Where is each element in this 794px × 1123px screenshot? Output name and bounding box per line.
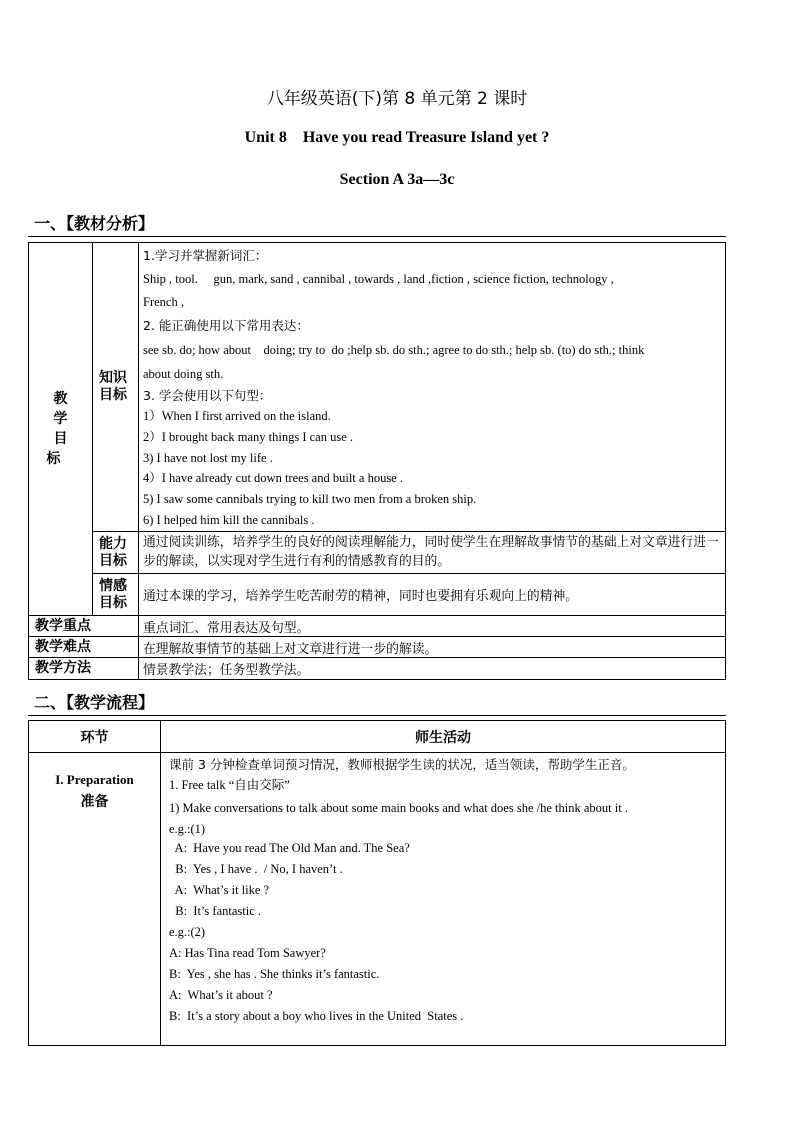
knowledge-line: 5) I saw some cannibals trying to kill two men from a broken ship. [143, 492, 477, 506]
focus-text: 重点词汇、常用表达及句型。 [143, 620, 310, 636]
section-title: Section A 3a—3c [339, 171, 455, 188]
stage-name-en: I. Preparation [55, 772, 134, 787]
activity-line: B: Yes , I have . / No, I haven’t . [169, 862, 343, 876]
knowledge-label: 知识 [99, 370, 127, 386]
knowledge-line: 1.学习并掌握新词汇： [143, 248, 268, 263]
ability-label: 目标 [99, 552, 127, 569]
section1-heading: 一、【教材分析】 [34, 214, 155, 233]
procedure-header-row [29, 721, 726, 753]
knowledge-line: 1）When I first arrived on the island. [143, 409, 331, 423]
emotion-label: 目标 [99, 594, 127, 611]
knowledge-line: 4）I have already cut down trees and built a house . [143, 471, 403, 485]
activity-header: 师生活动 [415, 729, 471, 746]
stage-header: 环节 [80, 729, 109, 746]
focus-label: 教学重点 [35, 617, 91, 634]
activity-line: 1) Make conversations to talk about some main books and what does she /he think about it . [169, 801, 628, 815]
difficulty-row [29, 637, 726, 658]
knowledge-line: French , [143, 295, 184, 309]
method-content [139, 658, 726, 680]
emotion-label: 情感 [99, 577, 127, 594]
knowledge-label: 目标 [99, 387, 127, 403]
activity-line: A: What’s it like ? [169, 883, 270, 897]
activity-line: B: It’s a story about a boy who lives in the United States . [169, 1009, 464, 1023]
stage-header-cell [29, 721, 161, 753]
goal-label-char: 目 [53, 431, 68, 447]
analysis-table [28, 242, 726, 680]
difficulty-content [139, 637, 726, 658]
goal-label-cell [29, 243, 93, 616]
ability-text: 通过阅读训练，培养学生的良好的阅读理解能力，同时使学生在理解故事情节的基础上对文章进行进一步的解读，以实现对学生进行有利的情感教育的目的。 [143, 535, 719, 569]
emotion-label-cell [93, 574, 139, 616]
ability-label-cell [93, 532, 139, 574]
method-label: 教学方法 [35, 660, 91, 676]
knowledge-row [29, 243, 726, 532]
lesson-title-cn: 八年级英语(下)第 8 单元第 2 课时 [266, 89, 528, 109]
preparation-row [29, 753, 726, 1046]
goal-label [29, 389, 92, 469]
knowledge-line: Ship , tool. gun, mark, sand , cannibal , towards , land ,fiction , science fiction, technology , [143, 272, 614, 286]
difficulty-label: 教学难点 [35, 638, 91, 655]
emotion-row [29, 574, 726, 616]
goal-label-char: 标 [46, 451, 61, 467]
goal-label-char: 教 [53, 391, 68, 407]
knowledge-line: 3) I have not lost my life . [143, 451, 273, 465]
activity-line: B: It’s fantastic . [169, 904, 261, 918]
activity-line: B: Yes , she has . She thinks it’s fantastic. [169, 967, 380, 981]
knowledge-line: 3. 学会使用以下句型： [143, 388, 272, 403]
method-label-cell [29, 658, 139, 680]
activity-line: e.g.:(2) [169, 925, 206, 939]
knowledge-line: 2）I brought back many things I can use . [143, 430, 354, 444]
ability-label: 能力 [99, 535, 127, 552]
emotion-content [139, 574, 726, 616]
knowledge-line: 2. 能正确使用以下常用表达： [143, 318, 309, 333]
difficulty-text: 在理解故事情节的基础上对文章进行进一步的解读。 [143, 641, 438, 657]
activity-line: A: Have you read The Old Man and. The Sea? [169, 841, 410, 855]
knowledge-line: about doing sth. [143, 367, 224, 381]
activity-line: 课前 3 分钟检查单词预习情况，教师根据学生读的状况，适当领读，帮助学生正音。 [169, 757, 635, 772]
focus-row [29, 616, 726, 637]
activity-header-cell [161, 721, 726, 753]
method-row [29, 658, 726, 680]
stage-name-cn: 准备 [80, 794, 109, 810]
activity-line: A: Has Tina read Tom Sawyer? [169, 946, 326, 960]
knowledge-line: 6) I helped him kill the cannibals . [143, 513, 315, 527]
knowledge-label-cell [93, 243, 139, 532]
unit-title: Unit 8 Have you read Treasure Island yet ? [244, 129, 550, 146]
procedure-table [28, 720, 726, 1046]
activity-line: e.g.:(1) [169, 822, 206, 836]
ability-content [139, 532, 726, 574]
difficulty-label-cell [29, 637, 139, 658]
activity-line: A: What’s it about ? [169, 988, 273, 1002]
section2-rule [28, 715, 726, 716]
stage-cell [29, 753, 161, 1046]
emotion-text: 通过本课的学习，培养学生吃苦耐劳的精神，同时也要拥有乐观向上的精神。 [143, 589, 579, 604]
goal-label-char: 学 [53, 411, 68, 427]
method-text: 情景教学法；任务型教学法。 [143, 663, 310, 678]
preparation-content [161, 753, 726, 1046]
knowledge-line: see sb. do; how about doing; try to do ;help sb. do sth.; agree to do sth.; help sb. (to) do sth.; think [143, 343, 645, 357]
knowledge-content [139, 243, 726, 532]
focus-content [139, 616, 726, 637]
focus-label-cell [29, 616, 139, 637]
section2-heading: 二、【教学流程】 [34, 693, 155, 712]
section1-rule [28, 236, 726, 237]
ability-row [29, 532, 726, 574]
activity-line: 1. Free talk “自由交际” [169, 778, 290, 792]
